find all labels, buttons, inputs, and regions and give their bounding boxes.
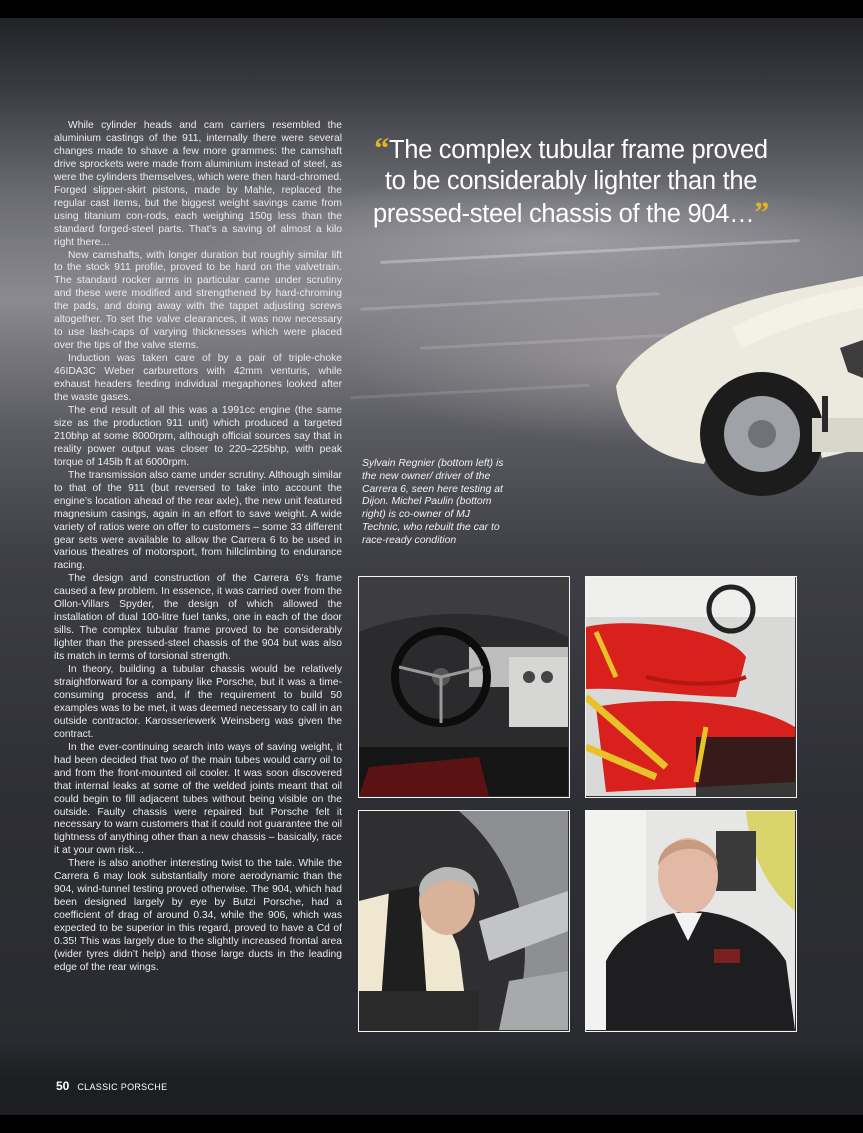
car-mirror: [822, 396, 828, 432]
open-quote-mark: “: [374, 132, 389, 165]
article-body: [54, 120, 342, 975]
page-footer: [56, 1077, 167, 1095]
top-border: [0, 0, 863, 18]
owner-portrait-photo: [358, 810, 570, 1032]
photo-caption: Sylvain Regnier (bottom left) is the new owner/ driver of the Carrera 6, seen here testing at Dijon. Michel Paulin (bottom right) is co-owner of MJ Technic, who rebuilt the car to race-ready condition: [362, 458, 504, 546]
article-paragraph: Induction was taken care of by a pair of triple-choke 46IDA3C Weber carburettors with 42mm venturis, while exhaust headers feeding individual megaphones looked after the waste gases.: [54, 353, 342, 404]
article-paragraph: In theory, building a tubular chassis would be relatively straightforward for a company like Porsche, but it was a time-consuming process and, if the requirement to build 50 examples was to be met, it was deemed necessary to call in an outside contractor. Karosseriewerk Weinsberg was given the contract.: [54, 664, 342, 740]
article-paragraph: The end result of all this was a 1991cc engine (the same size as the production 911 unit) which produced a targeted 210bhp at some 8000rpm, although official sources say that in reality power output was closer to 220–225bhp, with peak torque of 145lb ft at 6000rpm.: [54, 404, 342, 468]
car-wheel-hub: [748, 420, 776, 448]
motion-streak: [350, 384, 590, 400]
co-owner-portrait-photo: [585, 810, 797, 1032]
article-paragraph: While cylinder heads and cam carriers resembled the aluminium castings of the 911, internally there were several changes made to shave a few more grammes: the camshaft drive sprockets were made from aluminium instead of steel, as were the cylinders themselves, which were then hard-chromed. Forged slipper-skirt pistons, made by Mahle, replaced the regular cast items, but the biggest weight savings came from using titanium con-rods, each weighing 150g less than the standard forged-steel parts. That’s a saving of almost a kilo right there…: [54, 120, 342, 248]
article-paragraph: The transmission also came under scrutiny. Although similar to that of the 911 (but reversed to take into account the engine’s location ahead of the rear axle), the new unit featured magnesium casings, again in an effort to save weight. A wide variety of ratios were on offer to customers – some 33 different gear sets were available to allow the Carrera 6 to be used in various theatres of motorsport, from hillclimbing to endurance racing.: [54, 469, 342, 572]
article-paragraph: The design and construction of the Carrera 6’s frame caused a few problem. In essence, it was carried over from the Ollon-Villars Spyder, the design of which allowed the installation of dual 100-litre fuel tanks, one in each of the door sills. The complex tubular frame proved to be considerably lighter than the pressed-steel chassis of the 904 but was also its match in terms of torsional strength.: [54, 573, 342, 663]
pull-quote-text: The complex tubular frame proved to be considerably lighter than the pressed-steel chassis of the 904…: [372, 136, 768, 228]
article-paragraph: There is also another interesting twist to the tale. While the Carrera 6 may look substantially more aerodynamic than the 904, wind-tunnel testing proved otherwise. The 904, which had been designed largely by eye by Butzi Porsche, had a coefficient of drag of around 0.34, while the 906, which was expected to be superior in this regard, proved to have a Cd of 0.35! This was largely due to the slightly increased frontal area (wider tyres didn’t help) and those large ducts in the leading edge of the rear wings.: [54, 858, 342, 973]
motion-streak: [380, 239, 800, 264]
bottom-border: [0, 1115, 863, 1133]
hero-car-photo: [612, 268, 863, 503]
article-paragraph: In the ever-continuing search into ways of saving weight, it had been decided that two of the main tubes would carry oil to and from the front-mounted oil cooler. It was soon discovered that internal leaks at some of the welded joints meant that oil could begin to fill adjacent tubes without being visible on the outside. Faulty chassis were repaired but Porsche felt it necessary to warn customers that it could not guarantee the oil tightness of anything other than a new chassis – basically, race it at your own risk…: [54, 741, 342, 857]
pull-quote: [364, 133, 778, 230]
magazine-name: CLASSIC PORSCHE: [77, 1082, 168, 1092]
close-quote-mark: ”: [754, 196, 769, 229]
cockpit-steering-photo: [358, 576, 570, 798]
article-paragraph: New camshafts, with longer duration but roughly similar lift to the stock 911 profile, proved to be hard on the valvetrain. The standard rocker arms in particular came under scrutiny and these were modified and strengthened by hard-chroming the pads, and doing away with the tappet adjusting screws altogether. To set the valve clearances, it was now necessary to use lash-caps of varying thicknesses which were placed over the tips of the valve stems.: [54, 249, 342, 352]
car-sill: [812, 418, 863, 452]
red-seats-photo: [585, 576, 797, 798]
page-number: 50: [56, 1079, 70, 1093]
